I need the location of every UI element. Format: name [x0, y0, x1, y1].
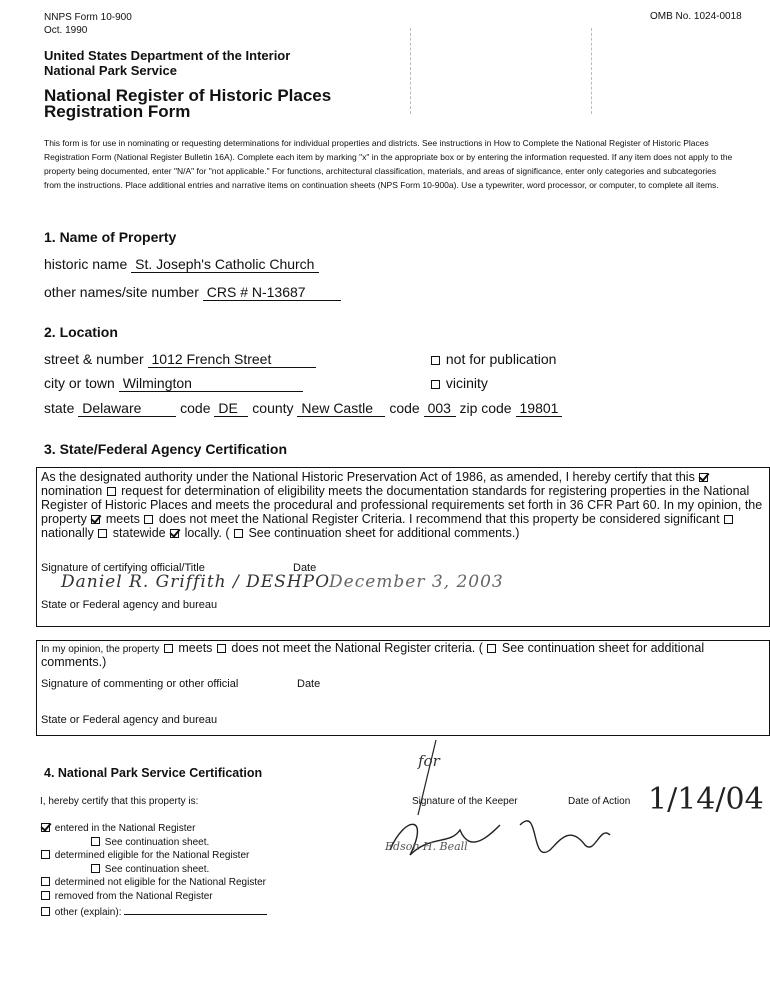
comment-does-not-meet-checkbox[interactable] — [217, 644, 226, 653]
title-line-2: Registration Form — [44, 102, 191, 121]
cert-text-statewide: statewide — [112, 526, 166, 540]
state-label: state — [44, 400, 75, 416]
option-label: See continuation sheet. — [104, 836, 210, 848]
nationally-checkbox[interactable] — [724, 515, 733, 524]
cert-text-locally: locally. ( — [184, 526, 230, 540]
form-no: NNPS Form 10-900 — [44, 12, 132, 23]
option-label: See continuation sheet. — [104, 863, 210, 875]
vicinity-label: vicinity — [445, 375, 488, 391]
commenting-signature-label: Signature of commenting or other official — [41, 678, 239, 690]
county-label: county — [252, 400, 294, 416]
option-checkbox[interactable] — [91, 837, 100, 846]
street-label: street & number — [44, 351, 144, 367]
street-value[interactable]: 1012 French Street — [148, 351, 316, 368]
opinion-text-a: In my opinion, the property — [41, 644, 160, 655]
keeper-option — [40, 822, 267, 836]
option-checkbox[interactable] — [41, 907, 50, 916]
other-names-row — [44, 284, 341, 301]
option-checkbox[interactable] — [41, 877, 50, 886]
state-code-label: code — [180, 400, 211, 416]
zip-value[interactable]: 19801 — [516, 400, 563, 417]
section-3-heading: 3. State/Federal Agency Certification — [44, 441, 287, 457]
certifying-signature-label: Signature of certifying official/Title — [41, 562, 205, 574]
county-code-value[interactable]: 003 — [424, 400, 456, 417]
section-4-heading: 4. National Park Service Certification — [44, 766, 263, 780]
keeper-option — [40, 863, 267, 877]
instructions: This form is for use in nominating or requesting determinations for individual properties and districts. See instructions in How to Complete the National Register of Historic Places Registration Form (National Register Bulletin 16A). Complete each item by marking "x" in the appropriate box or by entering the information requested. If any item does not apply to the property being documented, enter "N/A" for "not applicable." For functions, architectural classification, materials, and areas of significance, enter only categories and subcategories from the instructions. Place additional entries and narrative items on continuation sheets (NPS Form 10-900a). Use a typewriter, word processor, or computer, to complete all items. — [44, 138, 733, 190]
comment-meets-checkbox[interactable] — [164, 644, 173, 653]
keeper-option — [40, 904, 267, 920]
does-not-meet-checkbox[interactable] — [144, 515, 153, 524]
comment-opinion — [41, 642, 763, 668]
department: United States Department of the Interior — [44, 48, 291, 63]
historic-name-value[interactable]: St. Joseph's Catholic Church — [131, 256, 319, 273]
certifying-agency-label: State or Federal agency and bureau — [41, 599, 218, 611]
cert-text-continuation: See continuation sheet for additional comments.) — [248, 526, 520, 540]
opinion-text-meets: meets — [178, 641, 213, 655]
cert-text-a: As the designated authority under the National Historic Preservation Act of 1986, as amended, I hereby certify that this — [41, 470, 695, 484]
option-label: determined not eligible for the National Register — [54, 877, 267, 889]
certifying-date-label: Date — [293, 562, 317, 574]
vicinity-checkbox[interactable] — [431, 380, 440, 389]
keeper-option — [40, 876, 267, 890]
keeper-option — [40, 890, 267, 904]
section-1-heading: 1. Name of Property — [44, 229, 177, 245]
option-label: removed from the National Register — [54, 890, 213, 902]
certifying-date: December 3, 2003 — [329, 572, 504, 592]
comment-continuation-checkbox[interactable] — [487, 644, 496, 653]
statewide-checkbox[interactable] — [98, 529, 107, 538]
other-explain-field[interactable] — [124, 904, 267, 915]
option-checkbox[interactable] — [41, 823, 50, 832]
keeper-for: for — [418, 752, 440, 770]
opinion-text-c: does not meet the National Register criteria. ( — [231, 641, 483, 655]
keeper-option — [40, 836, 267, 850]
certify-text: I, hereby certify that this property is: — [40, 796, 199, 807]
cert-text-meets: meets — [105, 512, 140, 526]
option-label: entered in the National Register — [54, 823, 196, 834]
stamp-area — [410, 28, 592, 114]
omb-number: OMB No. 1024-0018 — [650, 11, 742, 22]
title-line-1: National Register of Historic Places — [44, 86, 332, 105]
continuation-sheet-checkbox[interactable] — [234, 529, 243, 538]
keeper-signature-strokes — [370, 735, 640, 875]
cert-text-nomination: nomination — [41, 484, 103, 498]
county-code-label: code — [389, 400, 420, 416]
department-block — [44, 48, 290, 78]
certification-box — [36, 467, 770, 627]
option-checkbox[interactable] — [91, 864, 100, 873]
nomination-checkbox[interactable] — [699, 473, 708, 482]
vicinity — [430, 375, 488, 391]
commenting-date-label: Date — [297, 678, 321, 690]
zip-label: zip code — [459, 400, 512, 416]
cert-text-c: request for determination of eligibility meets the documentation standards for registering properties in the National Register of Historic Places and meets the procedural and professional requirements set forth in 36 CFR Part 60. In my opinion, the property — [41, 484, 763, 526]
city-label: city or town — [44, 375, 115, 391]
keeper-signature: Edson H. Beall — [385, 840, 468, 853]
opinion-text-d: See continuation sheet for additional comments.) — [41, 641, 705, 669]
not-for-publication-label: not for publication — [445, 351, 557, 367]
option-label: determined eligible for the National Register — [54, 850, 250, 862]
cert-text-e: does not meet the National Register Criteria. I recommend that this property be considered significant — [158, 512, 720, 526]
other-names-label: other names/site number — [44, 284, 199, 300]
form-date: Oct. 1990 — [44, 25, 88, 36]
cert-text-nationally: nationally — [41, 526, 94, 540]
request-checkbox[interactable] — [107, 487, 116, 496]
meets-checkbox[interactable] — [91, 515, 100, 524]
certifying-signature: Daniel R. Griffith / DESHPO — [61, 572, 331, 592]
keeper-options — [40, 822, 267, 919]
agency: National Park Service — [44, 63, 177, 78]
state-row — [44, 400, 562, 417]
historic-name-label: historic name — [44, 256, 128, 272]
keeper-option — [40, 849, 267, 863]
comment-box — [36, 640, 770, 736]
state-value[interactable]: Delaware — [78, 400, 176, 417]
city-row — [44, 375, 303, 392]
not-for-publication — [430, 351, 556, 367]
historic-name-row — [44, 256, 319, 273]
commenting-agency-label: State or Federal agency and bureau — [41, 714, 218, 726]
other-names-value[interactable]: CRS # N-13687 — [203, 284, 341, 301]
certification-text — [41, 470, 763, 540]
city-value[interactable]: Wilmington — [119, 375, 303, 392]
locally-checkbox[interactable] — [170, 529, 179, 538]
option-label: other (explain): — [54, 906, 122, 918]
not-for-publication-checkbox[interactable] — [431, 356, 440, 365]
date-of-action-value: 1/14/04 — [648, 782, 764, 817]
option-checkbox[interactable] — [41, 850, 50, 859]
state-code-value[interactable]: DE — [214, 400, 248, 417]
keeper-signature-label: Signature of the Keeper — [412, 796, 518, 807]
county-value[interactable]: New Castle — [297, 400, 385, 417]
section-2-heading: 2. Location — [44, 324, 118, 340]
form-title — [44, 88, 331, 120]
form-number — [44, 11, 132, 37]
date-of-action-label: Date of Action — [568, 796, 631, 807]
option-checkbox[interactable] — [41, 891, 50, 900]
street-row — [44, 351, 316, 368]
